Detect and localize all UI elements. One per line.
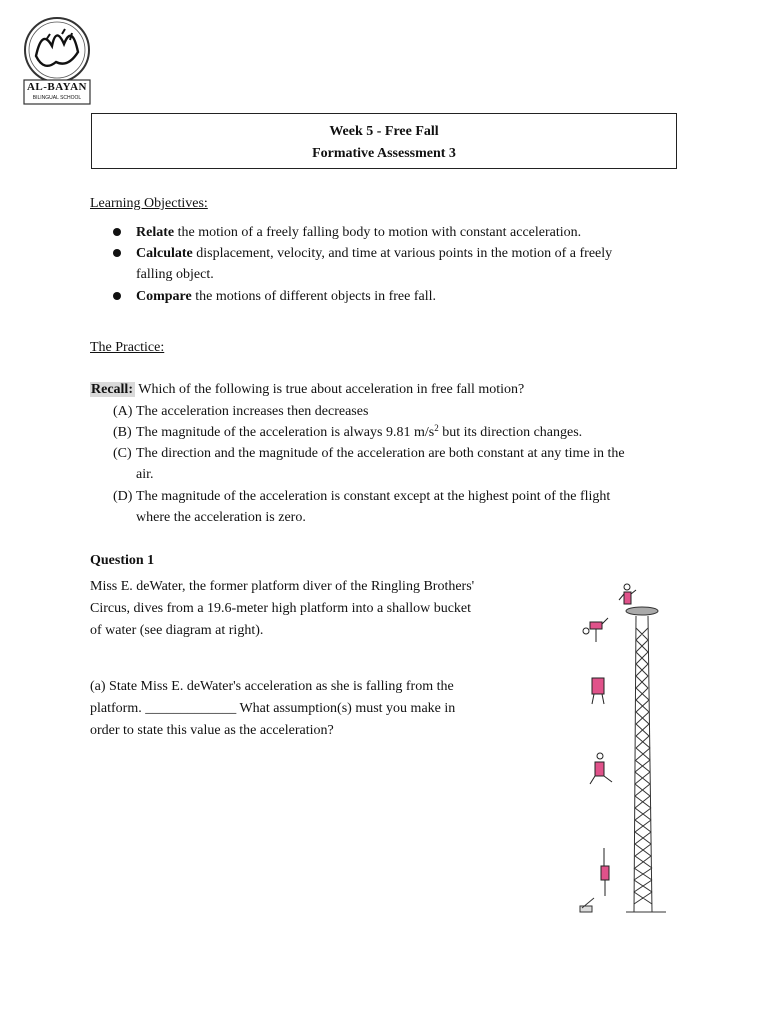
diver-icon bbox=[601, 848, 609, 896]
question1-parta-line: order to state this value as the acceleration? bbox=[90, 723, 334, 738]
option-letter: (B) bbox=[113, 425, 132, 440]
logo-name: AL-BAYAN bbox=[26, 81, 88, 93]
school-logo bbox=[22, 16, 92, 106]
option-text bbox=[136, 422, 582, 443]
question1-para-line: Circus, dives from a 19.6-meter high platform into a shallow bucket bbox=[90, 601, 472, 616]
diver-diagram bbox=[574, 578, 674, 918]
question1-heading: Question 1 bbox=[90, 553, 155, 568]
bullet-icon bbox=[113, 292, 121, 300]
title-week: Week 5 - Free Fall bbox=[329, 124, 439, 139]
objective-verb: Compare bbox=[136, 289, 192, 304]
diver-icon bbox=[619, 584, 636, 604]
objective-text: the motion of a freely falling body to motion with constant acceleration. bbox=[174, 225, 582, 240]
option-text: The direction and the magnitude of the acceleration are both constant at any time in the bbox=[136, 446, 625, 461]
option-text-cont: where the acceleration is zero. bbox=[136, 510, 306, 525]
title-assessment: Formative Assessment 3 bbox=[312, 146, 456, 161]
logo-arabic bbox=[22, 16, 23, 17]
objective-verb: Calculate bbox=[136, 246, 193, 261]
diver-icon bbox=[590, 753, 612, 784]
option-text: The acceleration increases then decreases bbox=[136, 404, 369, 419]
recall-label: Recall: bbox=[91, 382, 133, 397]
option-text: The magnitude of the acceleration is constant except at the highest point of the flight bbox=[136, 489, 611, 504]
diver-icon bbox=[592, 678, 604, 704]
title-box bbox=[91, 113, 677, 169]
recall-question-text: Which of the following is true about acceleration in free fall motion? bbox=[134, 382, 525, 397]
option-sup: 2 bbox=[434, 423, 439, 433]
objective-item bbox=[136, 222, 581, 243]
objective-item bbox=[136, 243, 612, 264]
question1-parta-line: platform. _____________ What assumption(s) must you make in bbox=[90, 701, 456, 716]
option-letter: (A) bbox=[113, 404, 133, 419]
option-text-cont: air. bbox=[136, 467, 154, 482]
option-text-b: but its direction changes. bbox=[438, 425, 583, 440]
question1-para-line: of water (see diagram at right). bbox=[90, 623, 264, 638]
objective-text: the motions of different objects in free fall. bbox=[191, 289, 437, 304]
option-text-a: The magnitude of the acceleration is always 9.81 m/s bbox=[136, 425, 435, 440]
objectives-heading: Learning Objectives: bbox=[90, 196, 208, 211]
option-letter: (C) bbox=[113, 446, 132, 461]
bullet-icon bbox=[113, 228, 121, 236]
question1-parta-line: (a) State Miss E. deWater's acceleration as she is falling from the bbox=[90, 679, 454, 694]
bullet-icon bbox=[113, 249, 121, 257]
objective-verb: Relate bbox=[136, 225, 175, 240]
objective-item bbox=[136, 286, 436, 307]
objective-text-cont: falling object. bbox=[136, 267, 214, 282]
objective-text: displacement, velocity, and time at various points in the motion of a freely bbox=[192, 246, 613, 261]
practice-heading: The Practice: bbox=[90, 340, 165, 355]
diver-icon bbox=[583, 618, 608, 642]
recall-question bbox=[90, 379, 524, 400]
question1-para-line: Miss E. deWater, the former platform diver of the Ringling Brothers' bbox=[90, 579, 475, 594]
option-letter: (D) bbox=[113, 489, 133, 504]
tower-icon bbox=[580, 607, 666, 912]
logo-subtitle: BILINGUAL SCHOOL bbox=[32, 95, 82, 101]
